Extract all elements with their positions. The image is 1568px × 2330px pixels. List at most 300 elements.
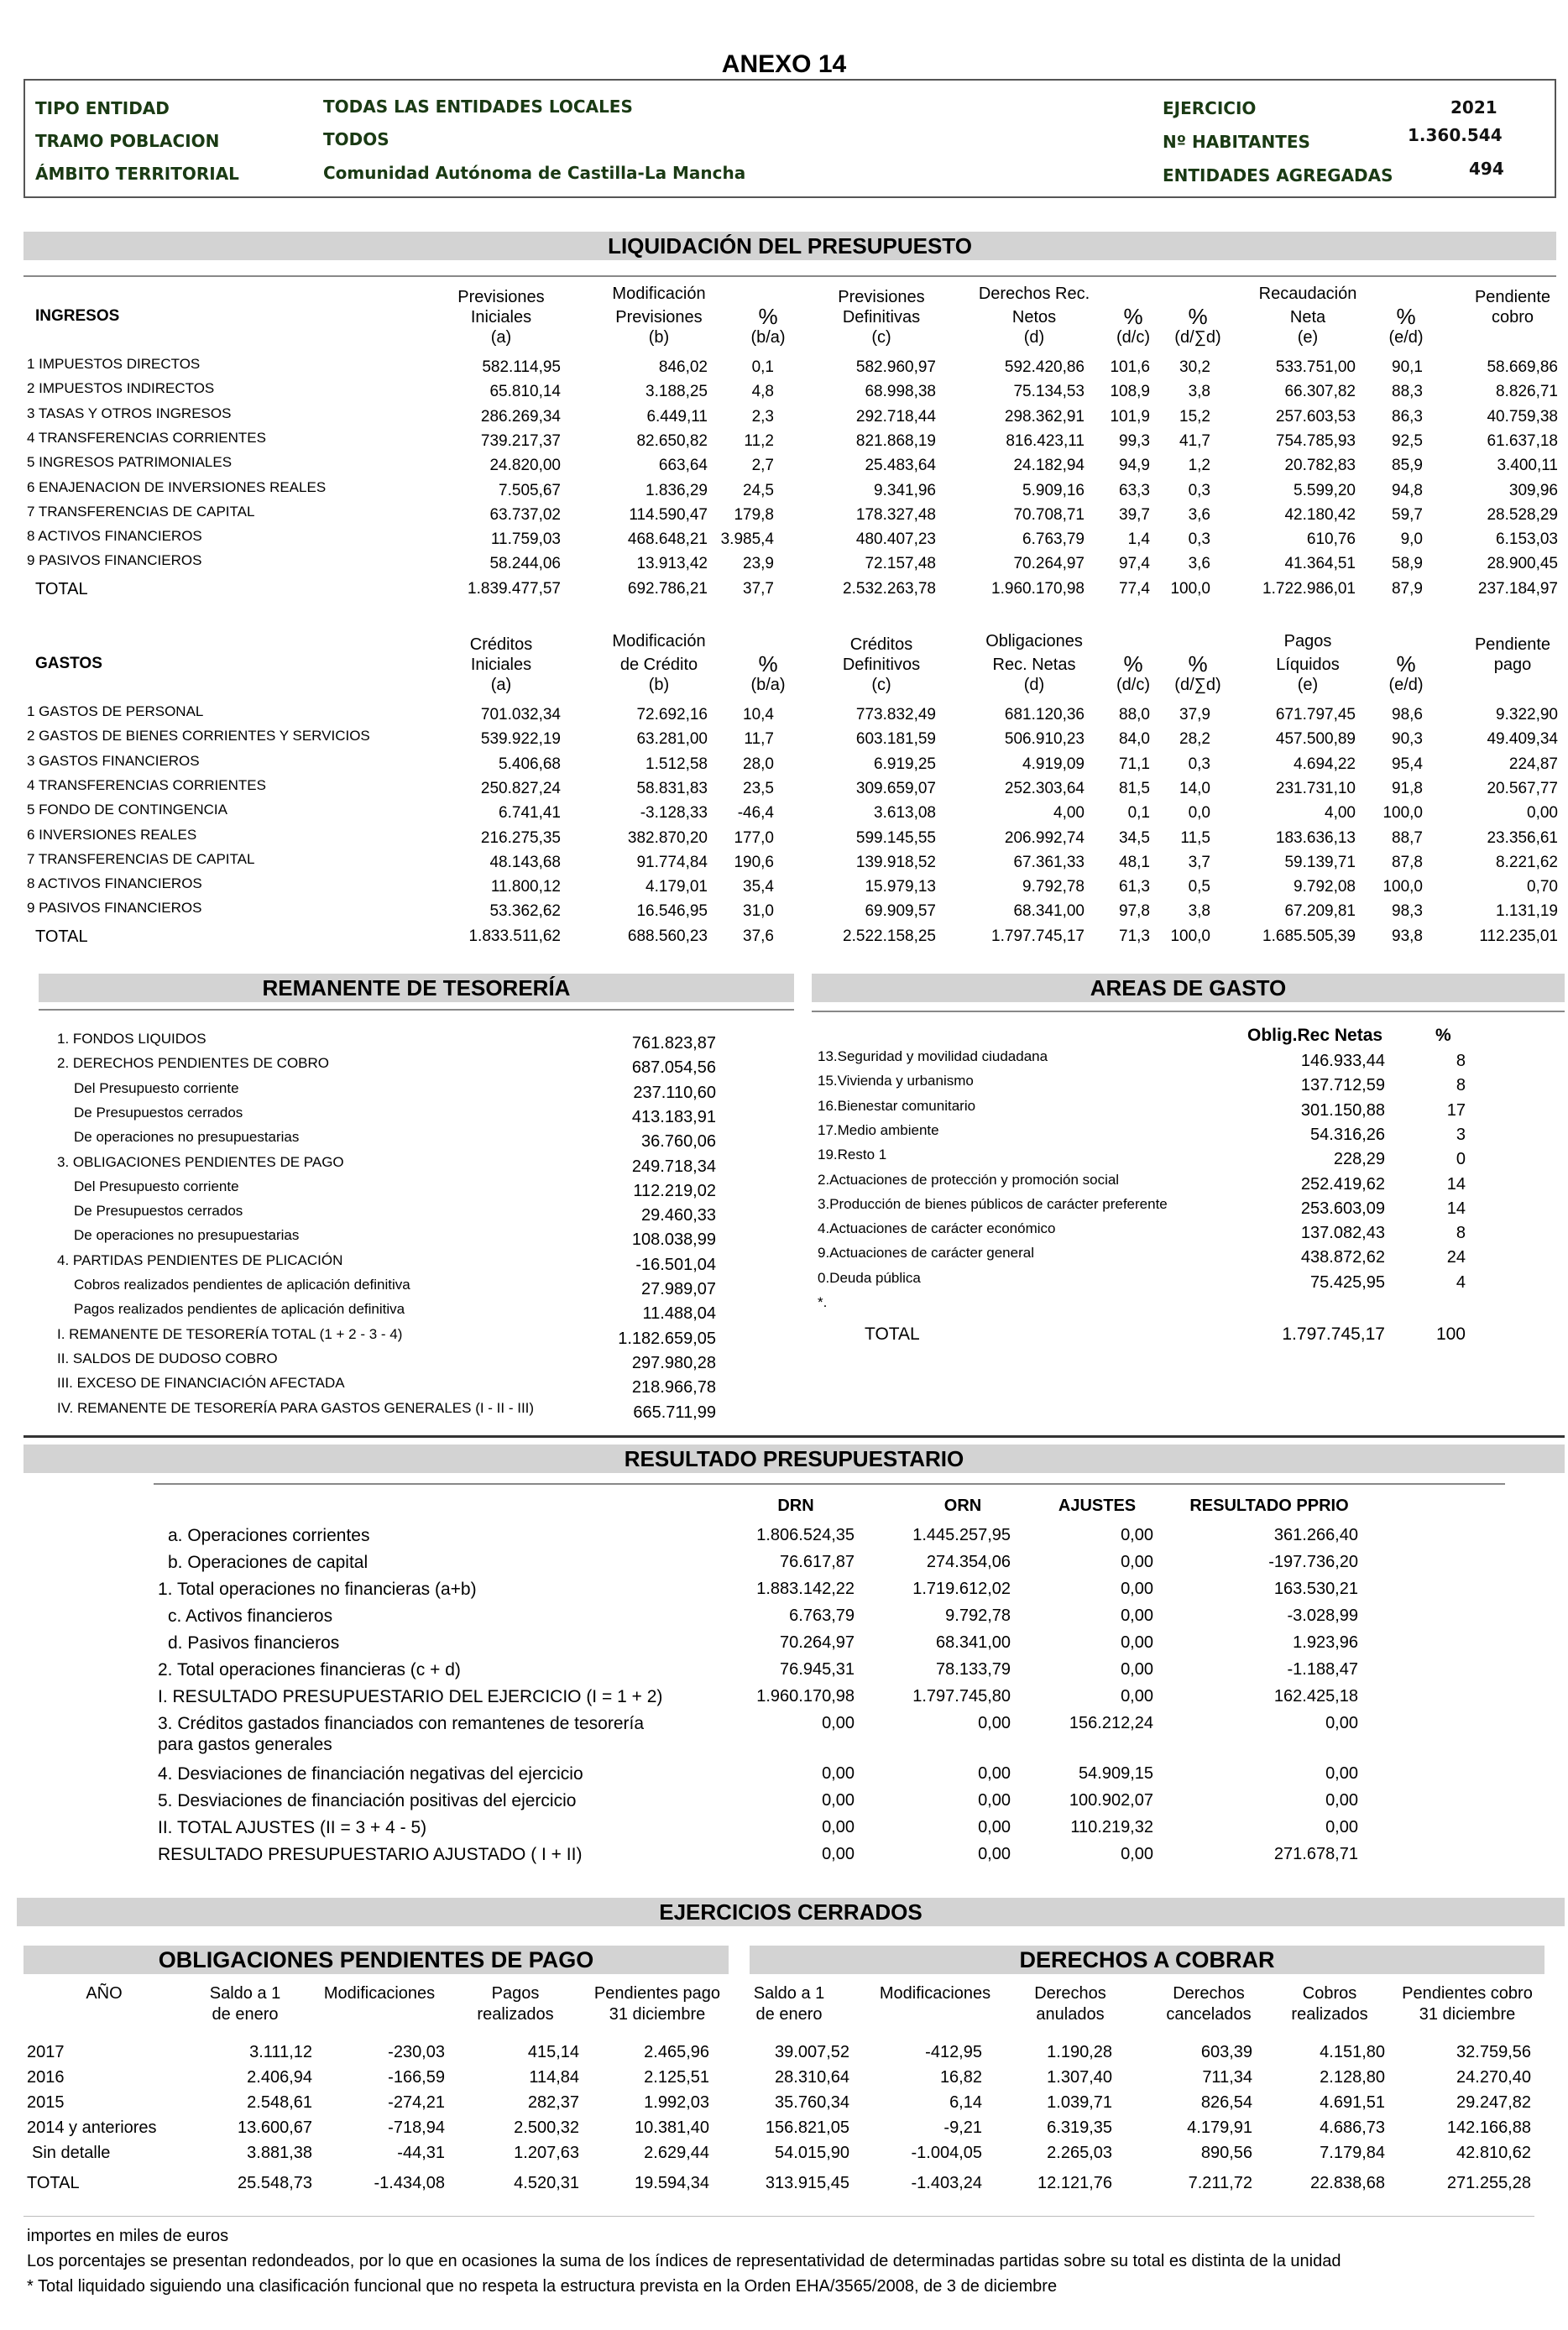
gastos-row-cell: 309.659,07	[855, 780, 936, 797]
gastos-row-cell: 87,8	[1392, 854, 1423, 871]
resultado-row-label: 5. Desviaciones de financiación positivas del ejercicio	[158, 1791, 577, 1810]
areas-row-pct: 8	[1456, 1076, 1466, 1094]
gastos-row-cell: 9.792,08	[1294, 878, 1356, 896]
ingresos-header-line2: Neta	[1289, 308, 1326, 327]
areas-col-pct: %	[1435, 1026, 1451, 1045]
resultado-row-label: 2. Total operaciones financieras (c + d)	[158, 1660, 461, 1680]
ingresos-row-cell: 41,7	[1179, 432, 1210, 450]
gastos-row-cell: 9.792,78	[1022, 878, 1085, 896]
resultado-row-cell: 6.763,79	[789, 1606, 855, 1625]
ingresos-row-cell: 292.718,44	[855, 408, 936, 426]
gastos-row-cell: 61,3	[1119, 878, 1150, 896]
resultado-row-cell: 1.806.524,35	[756, 1526, 855, 1544]
areas-row-pct: 14	[1446, 1175, 1466, 1194]
cerrados-row-cell: 10.381,40	[635, 2118, 709, 2137]
areas-row-label: 13.Seguridad y movilidad ciudadana	[818, 1048, 1048, 1064]
gastos-row-cell: 68.341,00	[1013, 902, 1085, 920]
ingresos-row-cell: 1.836,29	[645, 482, 708, 499]
cerrados-row-cell: 13.600,67	[238, 2118, 312, 2137]
areas-row-value: 301.150,88	[1300, 1101, 1385, 1120]
ambito-territorial-label: ÁMBITO TERRITORIAL	[35, 164, 239, 184]
habitantes-value: 1.360.544	[1408, 125, 1503, 145]
gastos-row-cell: 11,5	[1180, 829, 1210, 847]
resultado-row-cell: 0,00	[822, 1818, 855, 1836]
remanente-row-label: De Presupuestos cerrados	[74, 1203, 243, 1219]
ingresos-row-cell: 28.900,45	[1487, 555, 1558, 572]
resultado-row-cell: 1.923,96	[1293, 1633, 1358, 1652]
areas-row-label: 9.Actuaciones de carácter general	[818, 1245, 1034, 1261]
ingresos-row-label: 4 TRANSFERENCIAS CORRIENTES	[27, 430, 266, 446]
gastos-row-cell: 671.797,45	[1275, 706, 1356, 724]
cerrados-header-line2: 31 diciembre	[609, 2005, 706, 2024]
resultado-row-cell: 110.219,32	[1070, 1818, 1153, 1836]
ingresos-row-cell: 86,3	[1392, 408, 1423, 426]
ejercicio-label: EJERCICIO	[1163, 98, 1257, 118]
resultado-row-label: 3. Créditos gastados financiados con remantenes de tesorería	[158, 1714, 645, 1733]
cerrados-row-cell: 114,84	[529, 2068, 579, 2087]
cerrados-row-year: 2016	[27, 2068, 65, 2087]
ingresos-row-cell: 5.599,20	[1294, 482, 1356, 499]
gastos-row-cell: 49.409,34	[1487, 730, 1558, 748]
gastos-header-line2: Definitivos	[842, 656, 921, 674]
gastos-total-cell: 100,0	[1170, 927, 1210, 945]
resultado-row-cell: 0,00	[1121, 1526, 1153, 1544]
cerrados-row-cell: 826,54	[1200, 2093, 1252, 2112]
ingresos-row-cell: 58.669,86	[1487, 358, 1558, 376]
gastos-header-pct: %	[1396, 651, 1416, 677]
ingresos-row-cell: 298.362,91	[1004, 408, 1085, 426]
cerrados-row-cell: 4.151,80	[1320, 2043, 1385, 2061]
ingresos-header-line1: Pendiente	[1474, 288, 1551, 306]
areas-total-value: 1.797.745,17	[1282, 1324, 1385, 1344]
resultado-row-label: 4. Desviaciones de financiación negativas del ejercicio	[158, 1764, 583, 1784]
ingresos-row-cell: 592.420,86	[1004, 358, 1085, 376]
ingresos-row-label: 3 TASAS Y OTROS INGRESOS	[27, 405, 232, 421]
remanente-row-label: IV. REMANENTE DE TESORERÍA PARA GASTOS GENERALES (I - II - III)	[57, 1400, 535, 1416]
cerrados-row-cell: 142.166,88	[1446, 2118, 1531, 2137]
gastos-row-cell: 252.303,64	[1004, 780, 1085, 797]
ingresos-row-label: 8 ACTIVOS FINANCIEROS	[27, 528, 202, 544]
resultado-header: RESULTADO PPRIO	[1189, 1497, 1349, 1515]
ingresos-row-cell: 9,0	[1400, 530, 1423, 548]
resultado-row-cell: 0,00	[978, 1845, 1011, 1863]
ingresos-row-cell: 816.423,11	[1006, 432, 1085, 450]
areas-row-pct: 14	[1446, 1199, 1466, 1218]
ingresos-row-cell: 94,8	[1392, 482, 1423, 499]
gastos-row-cell: 0,0	[1188, 804, 1210, 822]
cerrados-row-cell: -412,95	[925, 2043, 982, 2061]
cerrados-header-line2: de enero	[755, 2005, 823, 2024]
resultado-row-cell: 70.264,97	[780, 1633, 855, 1652]
resultado-row-label: d. Pasivos financieros	[168, 1633, 340, 1653]
gastos-row-cell: 0,5	[1188, 878, 1210, 896]
gastos-row-cell: 224,87	[1508, 755, 1558, 773]
gastos-row-cell: 23,5	[743, 780, 774, 797]
ingresos-row-cell: 2,3	[751, 408, 774, 426]
ingresos-row-cell: 533.751,00	[1275, 358, 1356, 376]
ingresos-row-cell: 63.737,02	[489, 506, 561, 524]
cerrados-row-cell: 39.007,52	[775, 2043, 849, 2061]
gastos-row-cell: 3,8	[1188, 902, 1210, 920]
resultado-header: ORN	[943, 1497, 982, 1515]
cerrados-header-line2: cancelados	[1166, 2005, 1252, 2024]
ingresos-row-cell: 610,76	[1306, 530, 1356, 548]
cerrados-row-cell: 415,14	[527, 2043, 579, 2061]
ingresos-row-cell: 754.785,93	[1275, 432, 1356, 450]
areas-total-label: TOTAL	[865, 1324, 920, 1344]
remanente-row-label: De operaciones no presupuestarias	[74, 1227, 300, 1243]
cerrados-row-year: Sin detalle	[32, 2144, 111, 2162]
remanente-row-label: 1. FONDOS LIQUIDOS	[57, 1031, 206, 1047]
gastos-row-cell: 15.979,13	[865, 878, 936, 896]
cerrados-row-cell: 3.881,38	[247, 2144, 312, 2162]
resultado-row-cell: 68.341,00	[936, 1633, 1011, 1652]
areas-row-pct: 0	[1456, 1150, 1466, 1168]
ingresos-header-line2: Previsiones	[615, 308, 703, 327]
gastos-row-cell: 0,1	[1127, 804, 1150, 822]
ingresos-row-cell: 480.407,23	[855, 530, 936, 548]
cerrados-row-cell: 28.310,64	[775, 2068, 849, 2087]
gastos-row-cell: 0,70	[1527, 878, 1558, 896]
cerrados-row-cell: 4.179,91	[1187, 2118, 1252, 2137]
ingresos-header-pct: %	[1396, 304, 1416, 329]
gastos-header-line2: Iniciales	[470, 656, 532, 674]
ingresos-row-cell: 30,2	[1179, 358, 1210, 376]
gastos-header-pct: %	[1188, 651, 1208, 677]
ingresos-header-line2: Definitivas	[842, 308, 921, 327]
ingresos-header-pct: %	[1188, 304, 1208, 329]
gastos-row-cell: 48.143,68	[489, 854, 561, 871]
remanente-row-label: De operaciones no presupuestarias	[74, 1129, 300, 1145]
resultado-row-cell: -1.188,47	[1287, 1660, 1358, 1679]
ingresos-header-line1: Derechos Rec.	[978, 285, 1090, 303]
resultado-row-label: I. RESULTADO PRESUPUESTARIO DEL EJERCICIO (I = 1 + 2)	[158, 1687, 663, 1706]
ingresos-row-cell: 15,2	[1179, 408, 1210, 426]
gastos-row-cell: 3,7	[1188, 854, 1210, 871]
ingresos-title: INGRESOS	[35, 307, 120, 325]
areas-row-label: *.	[818, 1294, 828, 1310]
ingresos-row-cell: 3.400,11	[1497, 457, 1558, 474]
cerrados-row-cell: 271.255,28	[1446, 2174, 1531, 2192]
gastos-row-cell: 177,0	[734, 829, 774, 847]
resultado-row-cell: 78.133,79	[936, 1660, 1011, 1679]
remanente-row-value: 11.488,04	[642, 1304, 716, 1323]
ingresos-row-cell: 6.763,79	[1022, 530, 1085, 548]
ingresos-row-cell: 99,3	[1119, 432, 1150, 450]
areas-row-label: 17.Medio ambiente	[818, 1122, 939, 1138]
gastos-header-line1: Pagos	[1283, 632, 1332, 650]
cerrados-header-line2: realizados	[477, 2005, 554, 2024]
tipo-entidad-label: TIPO ENTIDAD	[35, 98, 170, 118]
cerrados-header-line1: Derechos	[1034, 1984, 1106, 2003]
ingresos-row-cell: 0,1	[751, 358, 774, 376]
remanente-row-value: 112.219,02	[633, 1182, 716, 1200]
resultado-row-cell: 0,00	[978, 1818, 1011, 1836]
gastos-header-line3: (a)	[490, 676, 512, 694]
ingresos-total-cell: 100,0	[1170, 580, 1210, 598]
cerrados-header-line1: Modificaciones	[323, 1984, 436, 2003]
gastos-header-formula: (b/a)	[750, 676, 786, 694]
gastos-row-cell: 4,00	[1053, 804, 1085, 822]
resultado-row-cell: 0,00	[1121, 1580, 1153, 1598]
resultado-row-cell: 0,00	[1121, 1553, 1153, 1571]
ingresos-row-cell: 3.188,25	[645, 383, 708, 400]
cerrados-row-cell: 42.810,62	[1456, 2144, 1531, 2162]
cerrados-row-cell: 2.465,96	[644, 2043, 709, 2061]
cerrados-row-cell: -230,03	[388, 2043, 445, 2061]
cerrados-row-cell: -274,21	[388, 2093, 445, 2112]
ingresos-total-cell: 1.722.986,01	[1262, 580, 1356, 598]
resultado-row-cell: 274.354,06	[926, 1553, 1011, 1571]
resultado-row-label: II. TOTAL AJUSTES (II = 3 + 4 - 5)	[158, 1818, 427, 1837]
ingresos-header-line2: Iniciales	[470, 308, 532, 327]
gastos-row-cell: 63.281,00	[636, 730, 708, 748]
cerrados-row-cell: 6,14	[949, 2093, 982, 2112]
areas-row-pct: 8	[1456, 1052, 1466, 1070]
ingresos-row-cell: 65.810,14	[489, 383, 561, 400]
cerrados-header-line2: de enero	[212, 2005, 279, 2024]
cerrados-row-cell: 282,37	[527, 2093, 579, 2112]
gastos-row-cell: 206.992,74	[1004, 829, 1085, 847]
gastos-title: GASTOS	[35, 655, 102, 672]
gastos-header-line2: Rec. Netas	[992, 656, 1076, 674]
ingresos-total-cell: 77,4	[1119, 580, 1150, 598]
resultado-row-label: 1. Total operaciones no financieras (a+b)	[158, 1580, 477, 1599]
cerrados-row-cell: -166,59	[388, 2068, 445, 2087]
gastos-row-cell: 3.613,08	[874, 804, 936, 822]
gastos-row-cell: 100,0	[1382, 804, 1423, 822]
remanente-row-value: 413.183,91	[631, 1108, 716, 1126]
cerrados-header-line1: Derechos	[1173, 1984, 1245, 2003]
areas-bottom-rule	[24, 1435, 1565, 1438]
ingresos-header-pct: %	[758, 304, 778, 329]
cerrados-header-line1: AÑO	[86, 1984, 123, 2003]
page-title: ANEXO 14	[721, 50, 847, 78]
ingresos-row-cell: 39,7	[1119, 506, 1150, 524]
cerrados-row-cell: -44,31	[397, 2144, 445, 2162]
resultado-row-cell: 162.425,18	[1273, 1687, 1358, 1706]
gastos-row-cell: 72.692,16	[636, 706, 708, 724]
resultado-row-cell: 271.678,71	[1273, 1845, 1358, 1863]
areas-row-label: 19.Resto 1	[818, 1147, 887, 1162]
remanente-row-value: 761.823,87	[631, 1034, 716, 1053]
ingresos-row-cell: 8.826,71	[1496, 383, 1558, 400]
areas-total-pct: 100	[1435, 1324, 1466, 1344]
ingresos-row-cell: 3.985,4	[720, 530, 774, 548]
gastos-row-cell: -46,4	[737, 804, 774, 822]
areas-row-value: 228,29	[1333, 1150, 1385, 1168]
cerrados-header-line2: anulados	[1036, 2005, 1105, 2024]
ingresos-row-cell: 7.505,67	[499, 482, 561, 499]
gastos-row-label: 3 GASTOS FINANCIEROS	[27, 753, 200, 769]
gastos-row-cell: 250.827,24	[480, 780, 561, 797]
gastos-row-cell: 48,1	[1119, 854, 1150, 871]
cerrados-row-cell: 1.992,03	[644, 2093, 709, 2112]
ingresos-row-cell: 582.114,95	[482, 358, 561, 376]
gastos-row-cell: 35,4	[743, 878, 774, 896]
gastos-row-cell: 95,4	[1392, 755, 1423, 773]
ingresos-total-cell: 1.960.170,98	[991, 580, 1085, 598]
resultado-row-cell: 0,00	[978, 1714, 1011, 1732]
gastos-row-cell: 88,0	[1119, 706, 1150, 724]
cerrados-row-cell: 1.190,28	[1047, 2043, 1112, 2061]
ingresos-row-label: 9 PASIVOS FINANCIEROS	[27, 552, 202, 568]
ingresos-header-formula: (d/c)	[1116, 328, 1150, 347]
ingresos-total-label: TOTAL	[35, 580, 88, 598]
gastos-row-cell: 139.918,52	[855, 854, 936, 871]
resultado-header: AJUSTES	[1058, 1497, 1137, 1515]
ingresos-header-line1: Previsiones	[457, 288, 545, 306]
gastos-row-label: 8 ACTIVOS FINANCIEROS	[27, 875, 202, 891]
ingresos-row-cell: 286.269,34	[480, 408, 561, 426]
gastos-row-cell: 98,3	[1392, 902, 1423, 920]
ingresos-header-formula: (b/a)	[750, 328, 786, 347]
areas-row-pct: 4	[1456, 1273, 1466, 1292]
cerrados-row-year: TOTAL	[27, 2174, 80, 2192]
cerrados-row-cell: 16,82	[939, 2068, 982, 2087]
areas-row-value: 54.316,26	[1310, 1126, 1385, 1144]
ingresos-header-line2: cobro	[1491, 308, 1534, 327]
gastos-header-line1: Pendiente	[1474, 635, 1551, 654]
areas-row-pct: 24	[1446, 1248, 1466, 1267]
gastos-row-label: 4 TRANSFERENCIAS CORRIENTES	[27, 777, 266, 793]
footer-note-units: importes en miles de euros	[27, 2227, 229, 2245]
cerrados-bottom-rule	[24, 2216, 1534, 2217]
ingresos-row-cell: 6.449,11	[646, 408, 708, 426]
remanente-row-label: 4. PARTIDAS PENDIENTES DE PLICACIÓN	[57, 1252, 343, 1268]
gastos-row-cell: 11,7	[744, 730, 774, 748]
ingresos-row-cell: 2,7	[751, 457, 774, 474]
cerrados-header-line1: Pendientes cobro	[1402, 1984, 1533, 2003]
gastos-row-cell: 4,00	[1325, 804, 1356, 822]
resultado-row-cell: 1.883.142,22	[756, 1580, 855, 1598]
cerrados-row-cell: 1.207,63	[514, 2144, 579, 2162]
resultado-divider	[154, 1483, 1505, 1485]
areas-row-value: 75.425,95	[1310, 1273, 1385, 1292]
gastos-row-cell: 9.322,90	[1496, 706, 1558, 724]
ingresos-row-cell: 58.244,06	[489, 555, 561, 572]
resultado-row-cell: 0,00	[1325, 1818, 1358, 1836]
cerrados-row-cell: 2.128,80	[1320, 2068, 1385, 2087]
ingresos-row-label: 6 ENAJENACION DE INVERSIONES REALES	[27, 479, 327, 495]
ingresos-row-cell: 3,8	[1188, 383, 1210, 400]
ingresos-row-label: 7 TRANSFERENCIAS DE CAPITAL	[27, 504, 255, 520]
gastos-row-cell: -3.128,33	[640, 804, 708, 822]
remanente-title: REMANENTE DE TESORERÍA	[39, 974, 794, 1002]
ingresos-row-cell: 6.153,03	[1496, 530, 1558, 548]
remanente-row-value: 29.460,33	[641, 1206, 716, 1225]
cerrados-row-cell: 2.406,94	[247, 2068, 312, 2087]
gastos-row-cell: 216.275,35	[480, 829, 561, 847]
remanente-row-label: II. SALDOS DE DUDOSO COBRO	[57, 1350, 278, 1366]
ingresos-row-cell: 20.782,83	[1284, 457, 1356, 474]
remanente-row-label: 2. DERECHOS PENDIENTES DE COBRO	[57, 1055, 330, 1071]
gastos-row-cell: 773.832,49	[855, 706, 936, 724]
ingresos-header-line1: Recaudación	[1258, 285, 1357, 303]
ingresos-row-cell: 468.648,21	[627, 530, 708, 548]
cerrados-row-cell: 313.915,45	[765, 2174, 849, 2192]
remanente-row-label: Cobros realizados pendientes de aplicación definitiva	[74, 1277, 410, 1293]
gastos-row-cell: 58.831,83	[636, 780, 708, 797]
resultado-row-cell: 0,00	[978, 1791, 1011, 1810]
resultado-row-cell: 0,00	[1121, 1687, 1153, 1706]
ejercicio-value: 2021	[1450, 97, 1497, 118]
resultado-row-cell: 1.445.257,95	[912, 1526, 1011, 1544]
ingresos-row-cell: 11,2	[744, 432, 774, 450]
cerrados-row-cell: 7.211,72	[1188, 2174, 1252, 2192]
remanente-row-label: De Presupuestos cerrados	[74, 1105, 243, 1121]
resultado-row-cell: 1.960.170,98	[756, 1687, 855, 1706]
gastos-header-pct: %	[758, 651, 778, 677]
gastos-row-cell: 6.919,25	[874, 755, 936, 773]
ingresos-row-cell: 101,9	[1110, 408, 1150, 426]
gastos-row-cell: 37,9	[1179, 706, 1210, 724]
gastos-row-cell: 183.636,13	[1275, 829, 1356, 847]
remanente-row-label: Pagos realizados pendientes de aplicación definitiva	[74, 1301, 405, 1317]
gastos-header-formula: (e/d)	[1388, 676, 1424, 694]
ingresos-row-cell: 4,8	[751, 383, 774, 400]
ingresos-row-cell: 13.913,42	[636, 555, 708, 572]
remanente-row-value: -16.501,04	[635, 1256, 716, 1274]
resultado-row-label: a. Operaciones corrientes	[168, 1526, 370, 1545]
resultado-row-cell: 0,00	[978, 1764, 1011, 1783]
gastos-header-line1: Obligaciones	[985, 632, 1083, 650]
ingresos-row-cell: 0,3	[1188, 530, 1210, 548]
gastos-row-cell: 10,4	[743, 706, 774, 724]
cerrados-title: EJERCICIOS CERRADOS	[17, 1898, 1565, 1926]
resultado-row-cell: 0,00	[1121, 1606, 1153, 1625]
cerrados-row-cell: -1.004,05	[911, 2144, 982, 2162]
gastos-row-cell: 4.919,09	[1022, 755, 1085, 773]
gastos-total-cell: 37,6	[743, 927, 774, 945]
ingresos-row-cell: 72.157,48	[865, 555, 936, 572]
gastos-total-cell: 1.833.511,62	[468, 927, 561, 945]
areas-row-label: 15.Vivienda y urbanismo	[818, 1073, 974, 1089]
ingresos-row-cell: 3,6	[1188, 555, 1210, 572]
gastos-row-cell: 67.209,81	[1284, 902, 1356, 920]
gastos-row-cell: 88,7	[1392, 829, 1423, 847]
ingresos-row-label: 5 INGRESOS PATRIMONIALES	[27, 454, 233, 470]
remanente-row-value: 108.038,99	[631, 1230, 716, 1249]
gastos-row-cell: 34,5	[1119, 829, 1150, 847]
cerrados-row-cell: 22.838,68	[1310, 2174, 1385, 2192]
cerrados-header-line1: Pendientes pago	[593, 1984, 721, 2003]
gastos-total-cell: 2.522.158,25	[843, 927, 936, 945]
cerrados-row-cell: 2.629,44	[644, 2144, 709, 2162]
gastos-total-cell: 1.685.505,39	[1262, 927, 1356, 945]
ingresos-header-line1: Previsiones	[838, 288, 925, 306]
ingresos-row-cell: 846,02	[658, 358, 708, 376]
resultado-row-cell: 76.945,31	[780, 1660, 855, 1679]
gastos-header-line3: (c)	[871, 676, 891, 694]
ingresos-total-cell: 2.532.263,78	[843, 580, 936, 598]
ingresos-row-cell: 90,1	[1392, 358, 1423, 376]
gastos-row-cell: 603.181,59	[855, 730, 936, 748]
ingresos-row-cell: 58,9	[1392, 555, 1423, 572]
remanente-row-value: 297.980,28	[631, 1354, 716, 1372]
gastos-row-cell: 98,6	[1392, 706, 1423, 724]
cerrados-row-year: 2017	[27, 2043, 65, 2061]
cerrados-row-cell: 2.125,51	[644, 2068, 709, 2087]
ingresos-row-cell: 739.217,37	[480, 432, 561, 450]
ingresos-row-cell: 82.650,82	[636, 432, 708, 450]
ingresos-row-cell: 11.759,03	[490, 530, 561, 548]
gastos-row-cell: 67.361,33	[1013, 854, 1085, 871]
ingresos-row-cell: 94,9	[1119, 457, 1150, 474]
ingresos-row-cell: 70.708,71	[1013, 506, 1085, 524]
gastos-row-label: 6 INVERSIONES REALES	[27, 827, 197, 843]
gastos-row-cell: 81,5	[1119, 780, 1150, 797]
